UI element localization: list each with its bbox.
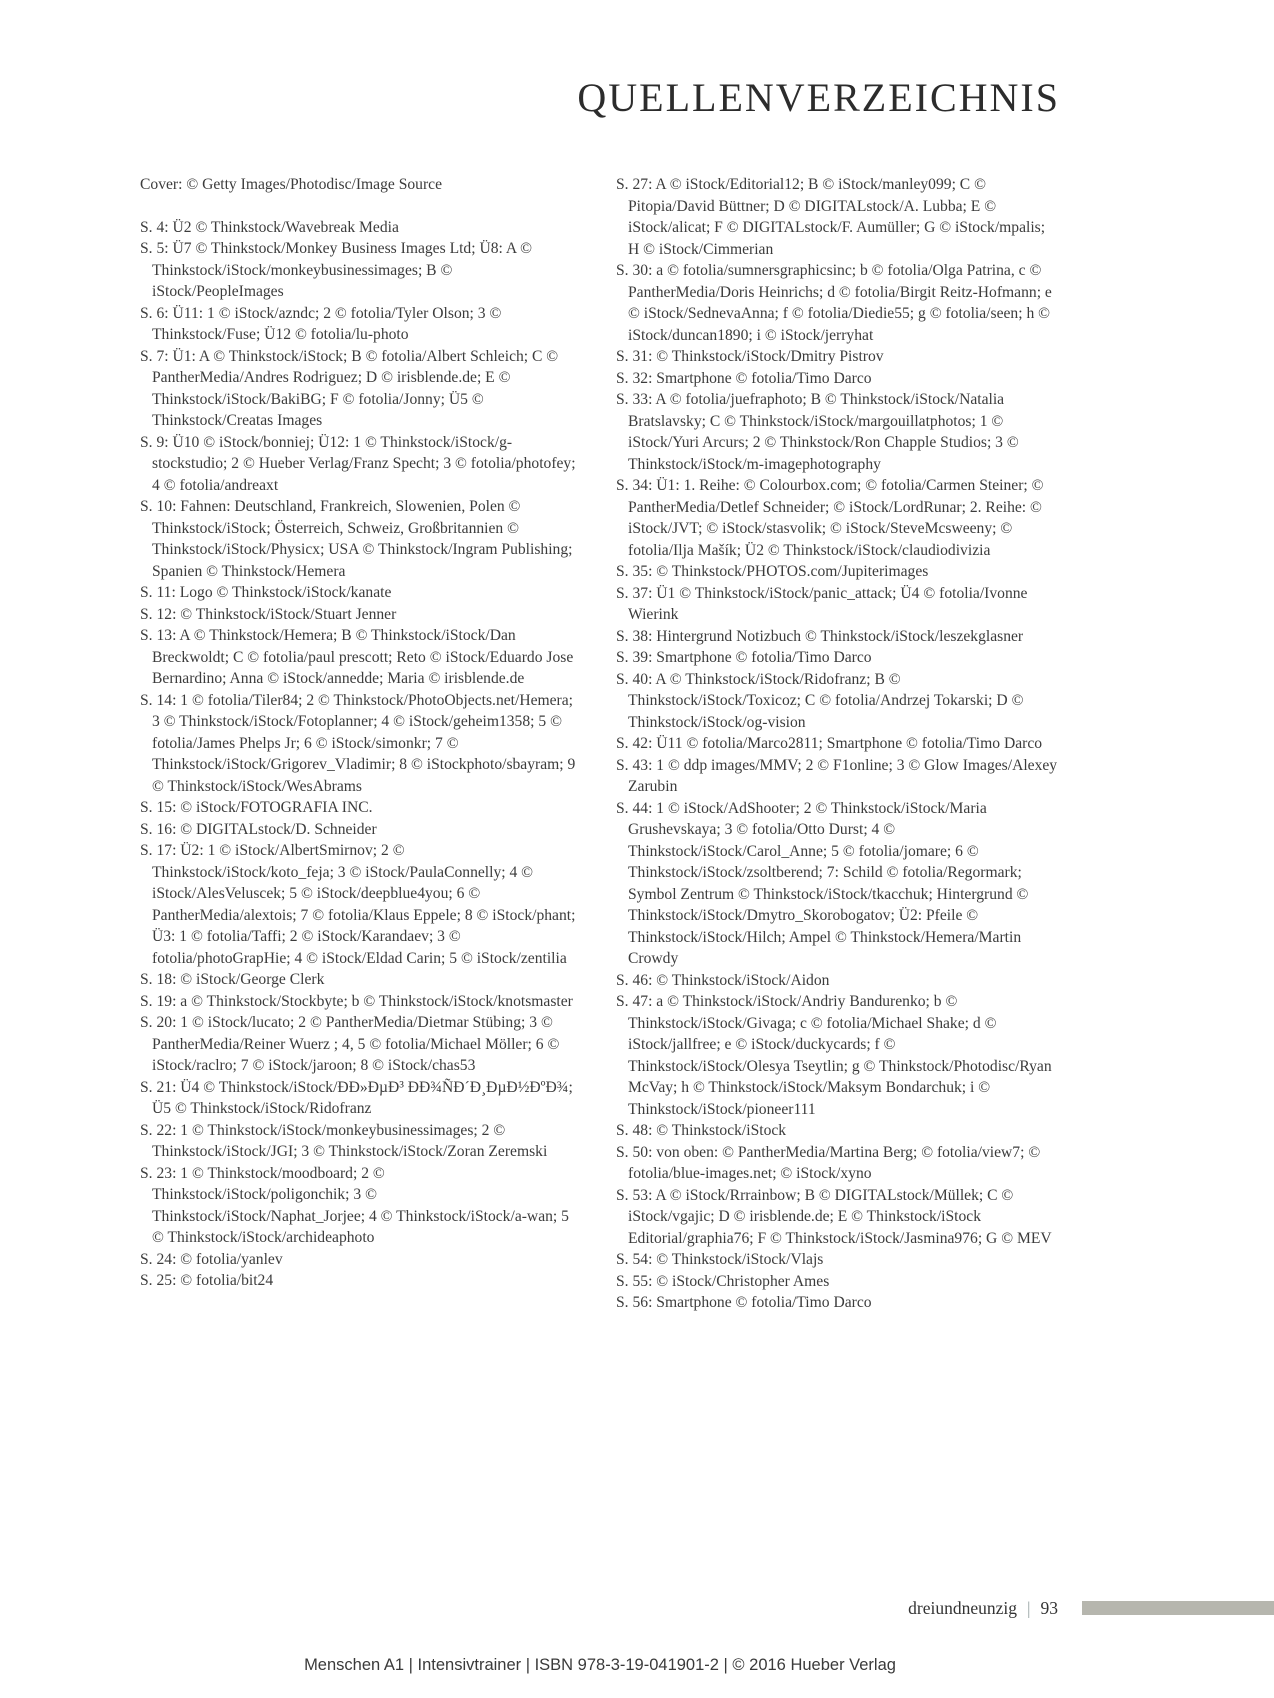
credit-entry: S. 27: A © iStock/Editorial12; B © iStock/manley099; C © Pitopia/David Büttner; D © DIGITALstock/A. Lubba; E © iStock/alicat; F © DIGITALstock/F. Aumüller; G © iStock/mpalis; H © iStock/Cimmerian [616,176,1046,258]
credit-entry: S. 21: Ü4 © Thinkstock/iStock/ÐÐ»ÐµÐ³ ÐÐ¾ÑÐ´Ð¸ÐµÐ½ÐºÐ¾; Ü5 © Thinkstock/iStock/Ridofranz [140,1078,573,1117]
credit-entry: S. 42: Ü11 © fotolia/Marco2811; Smartphone © fotolia/Timo Darco [616,735,1043,752]
credit-entry: S. 43: 1 © ddp images/MMV; 2 © F1online; 3 © Glow Images/Alexey Zarubin [616,756,1058,795]
credit-entry: S. 55: © iStock/Christopher Ames [616,1272,830,1290]
credit-entry: S. 25: © fotolia/bit24 [140,1272,274,1289]
credit-entry: S. 19: a © Thinkstock/Stockbyte; b © Thinkstock/iStock/knotsmaster [140,992,573,1010]
credit-entry: S. 20: 1 © iStock/lucato; 2 © PantherMedia/Dietmar Stübing; 3 © PantherMedia/Reiner Wuerz ; 4, 5 © fotolia/Michael Möller; 6 © iStock/raclro; 7 © iStock/jaroon; 8 © iStock/chas53 [140,1014,560,1074]
credit-entry: S. 9: Ü10 © iStock/bonniej; Ü12: 1 © Thinkstock/iStock/g-stockstudio; 2 © Hueber Verlag/Franz Specht; 3 © fotolia/photofey; 4 © fotolia/andreaxt [140,433,576,494]
footer-separator: | [1026,1598,1031,1618]
credit-entry: S. 5: Ü7 © Thinkstock/Monkey Business Images Ltd; Ü8: A © Thinkstock/iStock/monkeybusinessimages; B © iStock/PeopleImages [140,240,533,300]
footer-page-number: 93 [1040,1598,1058,1618]
credit-entry: S. 31: © Thinkstock/iStock/Dmitry Pistrov [616,348,884,365]
credits-left-column [140,174,584,1314]
footer-page-word: dreiundneunzig [908,1598,1017,1618]
credit-entry: S. 44: 1 © iStock/AdShooter; 2 © Thinkstock/iStock/Maria Grushevskaya; 3 © fotolia/Otto Durst; 4 © Thinkstock/iStock/Carol_Anne; 5 © fotolia/jomare; 6 © Thinkstock/iStock/zsoltberend; 7: Schild © fotolia/Regormark; Symbol Zentrum © Thinkstock/iStock/tkacchuk; Hintergrund © Thinkstock/iStock/Dmytro_Skorobogatov; Ü2: Pfeile © Thinkstock/iStock/Hilch; Ampel © Thinkstock/Hemera/Martin Crowdy [616,799,1029,967]
credit-entry: S. 34: Ü1: 1. Reihe: © Colourbox.com; © fotolia/Carmen Steiner; © PantherMedia/Detlef Schneider; © iStock/LordRunar; 2. Reihe: © iStock/JVT; © iStock/stasvolik; © iStock/SteveMcsweeny; © fotolia/Ilja Mašík; Ü2 © Thinkstock/iStock/claudiodivizia [616,477,1044,559]
imprint-text: Menschen A1 | Intensivtrainer | ISBN 978-3-19-041901-2 | © 2016 Hueber Verlag [304,1656,896,1674]
credit-entry: S. 4: Ü2 © Thinkstock/Wavebreak Media [140,218,399,236]
credit-entry: Cover: © Getty Images/Photodisc/Image Source [140,176,442,193]
credit-entry: S. 23: 1 © Thinkstock/moodboard; 2 © Thinkstock/iStock/poligonchik; 3 © Thinkstock/iStock/Naphat_Jorjee; 4 © Thinkstock/iStock/a-wan; 5 © Thinkstock/iStock/archideaphoto [140,1164,569,1246]
credit-entry: S. 15: © iStock/FOTOGRAFIA INC. [140,799,373,816]
credit-entry: S. 24: © fotolia/yanlev [140,1250,283,1268]
credit-entry: S. 50: von oben: © PantherMedia/Martina Berg; © fotolia/view7; © fotolia/blue-images.net; © iStock/xyno [616,1143,1041,1182]
footer-page-indicator [908,1598,1058,1619]
page-title: QUELLENVERZEICHNIS [577,75,1060,120]
credit-entry: S. 56: Smartphone © fotolia/Timo Darco [616,1294,872,1311]
credit-entry: S. 40: A © Thinkstock/iStock/Ridofranz; B © Thinkstock/iStock/Toxicoz; C © fotolia/Andrzej Tokarski; D © Thinkstock/iStock/og-vision [616,670,1024,731]
credit-entry: S. 22: 1 © Thinkstock/iStock/monkeybusinessimages; 2 © Thinkstock/iStock/JGI; 3 © Thinkstock/iStock/Zoran Zeremski [140,1121,548,1160]
credit-entry: S. 48: © Thinkstock/iStock [616,1122,787,1139]
credit-entry: S. 47: a © Thinkstock/iStock/Andriy Bandurenko; b © Thinkstock/iStock/Givaga; c © fotolia/Michael Shake; d © iStock/jallfree; e © iStock/duckycards; f © Thinkstock/iStock/Olesya Tseytlin; g © Thinkstock/Photodisc/Ryan McVay; h © Thinkstock/iStock/Maksym Bondarchuk; i © Thinkstock/iStock/pioneer111 [616,993,1052,1118]
credit-entry: S. 7: Ü1: A © Thinkstock/iStock; B © fotolia/Albert Schleich; C © PantherMedia/Andres Rodriguez; D © irisblende.de; E © Thinkstock/iStock/BakiBG; F © fotolia/Jonny; Ü5 © Thinkstock/Creatas Images [140,347,559,429]
credits-right-column [616,174,1060,1314]
credit-entry: S. 17: Ü2: 1 © iStock/AlbertSmirnov; 2 © Thinkstock/iStock/koto_feja; 3 © iStock/PaulaConnelly; 4 © iStock/AlesVeluscek; 5 © iStock/deepblue4you; 6 © PantherMedia/alextois; 7 © fotolia/Klaus Eppele; 8 © iStock/phant; Ü3: 1 © fotolia/Taffi; 2 © iStock/Karandaev; 3 © fotolia/photoGrapHie; 4 © iStock/Eldad Carin; 5 © iStock/zentilia [140,842,576,967]
credit-entry: S. 46: © Thinkstock/iStock/Aidon [616,971,830,989]
credit-entry: S. 13: A © Thinkstock/Hemera; B © Thinkstock/iStock/Dan Breckwoldt; C © fotolia/paul prescott; Reto © iStock/Eduardo Jose Bernardino; Anna © iStock/annedde; Maria © irisblende.de [140,627,574,687]
credit-entry: S. 39: Smartphone © fotolia/Timo Darco [616,649,872,666]
credit-entry: S. 30: a © fotolia/sumnersgraphicsinc; b © fotolia/Olga Patrina, c © PantherMedia/Doris Heinrichs; d © fotolia/Birgit Reitz-Hofmann; e © iStock/SednevaAnna; f © fotolia/Diedie55; g © fotolia/seen; h © iStock/duncan1890; i © iStock/jerryhat [616,262,1052,344]
credit-entry: S. 38: Hintergrund Notizbuch © Thinkstock/iStock/leszekglasner [616,627,1024,645]
credit-entry: S. 6: Ü11: 1 © iStock/azndc; 2 © fotolia/Tyler Olson; 3 © Thinkstock/Fuse; Ü12 © fotolia/lu-photo [140,304,502,343]
credit-entry: S. 53: A © iStock/Rrrainbow; B © DIGITALstock/Müllek; C © iStock/vgajic; D © irisblende.de; E © Thinkstock/iStock Editorial/graphia76; F © Thinkstock/iStock/Jasmina976; G © MEV [616,1186,1052,1247]
credit-entry: S. 35: © Thinkstock/PHOTOS.com/Jupiterimages [616,563,929,580]
credit-entry: S. 11: Logo © Thinkstock/iStock/kanate [140,584,392,601]
credits-columns [140,174,1060,1314]
footer-decorative-bar [1082,1601,1274,1615]
credit-entry: S. 54: © Thinkstock/iStock/Vlajs [616,1251,824,1268]
credit-entry: S. 33: A © fotolia/juefraphoto; B © Thinkstock/iStock/Natalia Bratslavsky; C © Thinkstock/iStock/margouillatphotos; 1 © iStock/Yuri Arcurs; 2 © Thinkstock/Ron Chapple Studios; 3 © Thinkstock/iStock/m-imagephotography [616,391,1019,473]
credit-entry: S. 12: © Thinkstock/iStock/Stuart Jenner [140,605,397,623]
credit-entry: S. 32: Smartphone © fotolia/Timo Darco [616,369,872,387]
credit-entry: S. 16: © DIGITALstock/D. Schneider [140,820,377,838]
credit-entry: S. 37: Ü1 © Thinkstock/iStock/panic_attack; Ü4 © fotolia/Ivonne Wierink [616,584,1028,623]
credit-entry: S. 10: Fahnen: Deutschland, Frankreich, Slowenien, Polen © Thinkstock/iStock; Österreich, Schweiz, Großbritannien © Thinkstock/iStock/Physicx; USA © Thinkstock/Ingram Publishing; Spanien © Thinkstock/Hemera [140,498,573,580]
credit-entry: S. 14: 1 © fotolia/Tiler84; 2 © Thinkstock/PhotoObjects.net/Hemera; 3 © Thinkstock/iStock/Fotoplanner; 4 © iStock/geheim1358; 5 © fotolia/James Phelps Jr; 6 © iStock/simonkr; 7 © Thinkstock/iStock/Grigorev_Vladimir; 8 © iStockphoto/sbayram; 9 © Thinkstock/iStock/WesAbrams [140,691,576,795]
credit-entry: S. 18: © iStock/George Clerk [140,971,325,988]
